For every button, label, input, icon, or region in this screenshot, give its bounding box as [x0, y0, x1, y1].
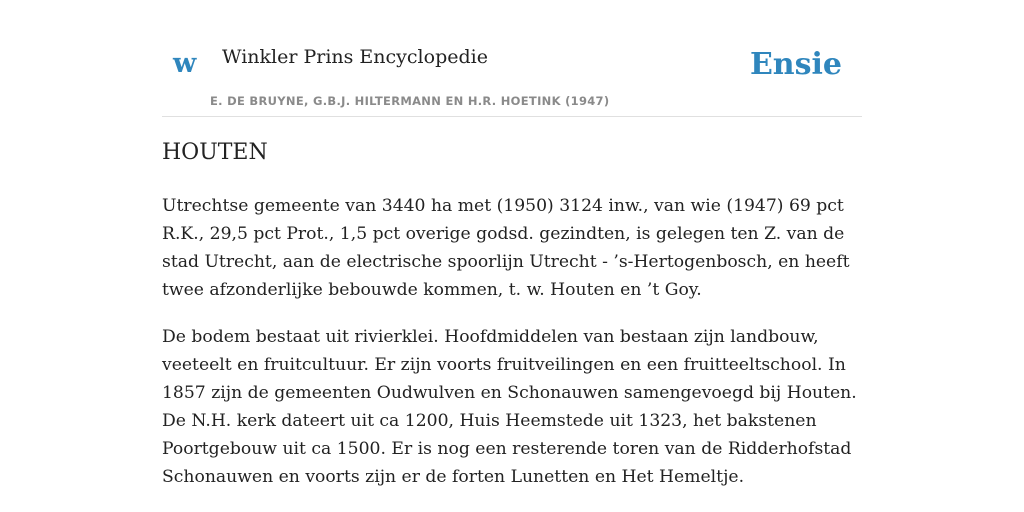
ensie-brand-link[interactable]: Ensie — [749, 47, 842, 82]
authors-line: E. DE BRUYNE, G.B.J. HILTERMANN EN H.R. HOETINK (1947) — [210, 94, 610, 108]
article-body — [162, 192, 862, 510]
encyclopedia-logo[interactable]: w — [173, 48, 197, 79]
book-title[interactable]: Winkler Prins Encyclopedie — [222, 46, 488, 68]
article-headword: HOUTEN — [162, 140, 268, 165]
article-page — [162, 0, 862, 512]
article-paragraph-1: Utrechtse gemeente van 3440 ha met (1950) 3124 inw., van wie (1947) 69 pct R.K., 29,5 pct Prot., 1,5 pct overige godsd. gezindten, is gelegen ten Z. van de stad Utrecht, aan de electrische spoorlijn Utrecht - ’s-Hertogenbosch, en heeft twee afzonderlijke bebouwde kommen, t. w. Houten en ’t Goy. — [162, 196, 850, 300]
source-header — [162, 0, 862, 117]
article-paragraph-2: De bodem bestaat uit rivierklei. Hoofdmiddelen van bestaan zijn landbouw, veeteelt en fruitcultuur. Er zijn voorts fruitveilingen en een fruitteeltschool. In 1857 zijn de gemeenten Oudwulven en Schonauwen samengevoegd bij Houten. De N.H. kerk dateert uit ca 1200, Huis Heemstede uit 1323, het bakstenen Poortgebouw uit ca 1500. Er is nog een resterende toren van de Ridderhofstad Schonauwen en voorts zijn er de forten Lunetten en Het Hemeltje. — [162, 327, 857, 487]
